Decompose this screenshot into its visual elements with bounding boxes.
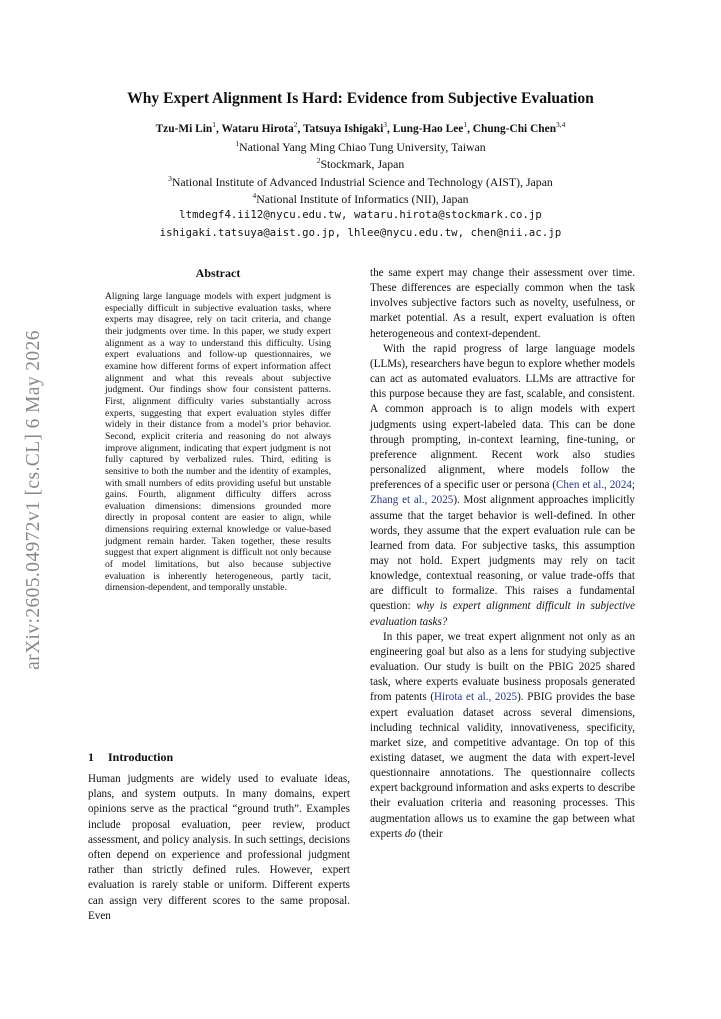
citation-link[interactable]: Zhang et al., 2025 [370,494,454,507]
author-affiliation-mark: 3 [383,120,388,130]
paragraph-continuation: the same expert may change their assessment over time. These differences are especially common when the task involves subjective factors such as novelty, usefulness, or market potential. As a result, expert evaluation is often heterogeneous and context-dependent. [370,267,635,340]
author-name: Lung-Hao Lee [392,123,464,135]
abstract-text: Aligning large language models with expert judgment is especially difficult in subjective evaluation tasks, where experts may disagree, rely on tacit criteria, and change their judgments over time. In this paper, we study expert alignment as a way to understand this difficulty. Using expert evaluations and follow-up questionnaires, we examine how different forms of expert information affect alignment and what this reveals about subjective judgment. Our findings show four consistent patterns. First, alignment difficulty varies substantially across experts, suggesting that expert evaluation styles differ widely in their distance from a model’s prior behavior. Second, explicit criteria and reasoning do not always improve alignment, indicating that expert judgment is not fully captured by verbalized rules. Third, editing is sensitive to both the number and the identity of examples, with small numbers of edits providing useful but unstable gains. Fourth, alignment difficulty differs across evaluation dimensions: dimensions grounded more directly in proposal content are easier to align, while dimensions requiring external knowledge or value-based judgment remain harder. Taken together, these results suggest that expert alignment is difficult not only because of model limitations, but also because subjective evaluation is inherently heterogeneous, partly tacit, dimension-dependent, and temporally unstable. [105,291,331,594]
affiliation-2: $^2$Stockmark, Japan [316,156,405,171]
author-name: Chung-Chi Chen [472,123,557,135]
section-title: Introduction [108,750,174,764]
citation-link[interactable]: Hirota et al., 2025 [434,691,518,704]
right-column [370,266,635,842]
paper-title: Why Expert Alignment Is Hard: Evidence from Subjective Evaluation [127,90,594,107]
introduction-left-column [88,772,350,924]
email-line-1: ltmdegf4.ii12@nycu.edu.tw, wataru.hirota@stockmark.co.jp [179,209,542,221]
research-question: why is expert alignment difficult in subjective evaluation tasks? [370,600,636,628]
section-heading-introduction [88,750,173,765]
arxiv-identifier-text: arXiv:2605.04972v1 [cs.CL] 6 May 2026 [23,330,45,670]
author-affiliation-mark: 1 [463,120,468,130]
author-list: Tzu-Mi Lin$^1$, Wataru Hirota$^2$, Tatsuya Ishigaki$^3$, Lung-Hao Lee$^1$, Chung-Chi Chen$^{3,4}$ [155,120,566,135]
introduction-paragraph-1: Human judgments are widely used to evaluate ideas, plans, and system outputs. In many domains, expert opinions serve as the practical “ground truth”. Examples include proposal evaluation, peer review, product assessment, and policy analysis. In such settings, decisions often depend on experience and professional judgment rather than strictly defined rules. However, expert evaluation is rarely stable or uniform. Different experts can assign very different scores to the same proposal. Even [88,773,350,922]
affiliation-4: $^4$National Institute of Informatics (NII), Japan [252,191,469,206]
section-number: 1 [88,750,94,764]
paragraph-this-paper: In this paper, we treat expert alignment not only as an engineering goal but also as a lens for studying subjective evaluation. Our study is built on the PBIG 2025 shared task, where experts evaluate business proposals generated from patents (Hirota et al., 2025). PBIG provides the base expert evaluation dataset across several dimensions, including technical validity, innovativeness, specificity, market size, and competitive advantage. On top of this existing dataset, we augment the data with expert-level questionnaire annotations. The questionnaire collects expert background information and asks experts to describe their evaluation criteria and reasoning processes. This augmentation allows us to examine the gap between what experts do (their [370,630,635,840]
author-affiliation-mark: 3,4 [556,120,566,130]
email-line-2: ishigaki.tatsuya@aist.go.jp, lhlee@nycu.edu.tw, chen@nii.ac.jp [159,227,562,239]
abstract-heading: Abstract [195,266,241,280]
paragraph-llm-evaluators: With the rapid progress of large language models (LLMs), researchers have begun to explore whether models can act as automated evaluators. LLMs are attractive for this purpose because they are fast, scalable, and consistent. A common approach is to align models with expert judgments using expert-labeled data. This can be done through prompting, in-context learning, fine-tuning, or preference alignment. Recent work also studies personalized alignment, where models follow the preferences of a specific user or persona (Chen et al., 2024; Zhang et al., 2025). Most alignment approaches implicitly assume that the target behavior is well-defined. In other words, they assume that the expert evaluation rule can be learned from data. For subjective tasks, this assumption may not hold. Expert judgments may rely on tacit knowledge, contextual reasoning, or value trade-offs that are difficult to formalize. This raises a fundamental question: why is expert alignment difficult in subjective evaluation tasks? [370,342,636,628]
citation-link[interactable]: Chen et al., 2024 [556,479,632,492]
author-name: Tatsuya Ishigaki [302,123,384,135]
author-name: Tzu-Mi Lin [155,123,213,135]
author-affiliation-mark: 1 [212,120,216,130]
arxiv-identifier [14,300,54,700]
affiliation-1: $^1$National Yang Ming Chiao Tung University, Taiwan [235,139,486,154]
author-affiliation-mark: 2 [293,120,298,130]
affiliation-3: $^3$National Institute of Advanced Industrial Science and Technology (AIST), Japan [168,174,553,189]
author-name: Wataru Hirota [221,123,294,135]
